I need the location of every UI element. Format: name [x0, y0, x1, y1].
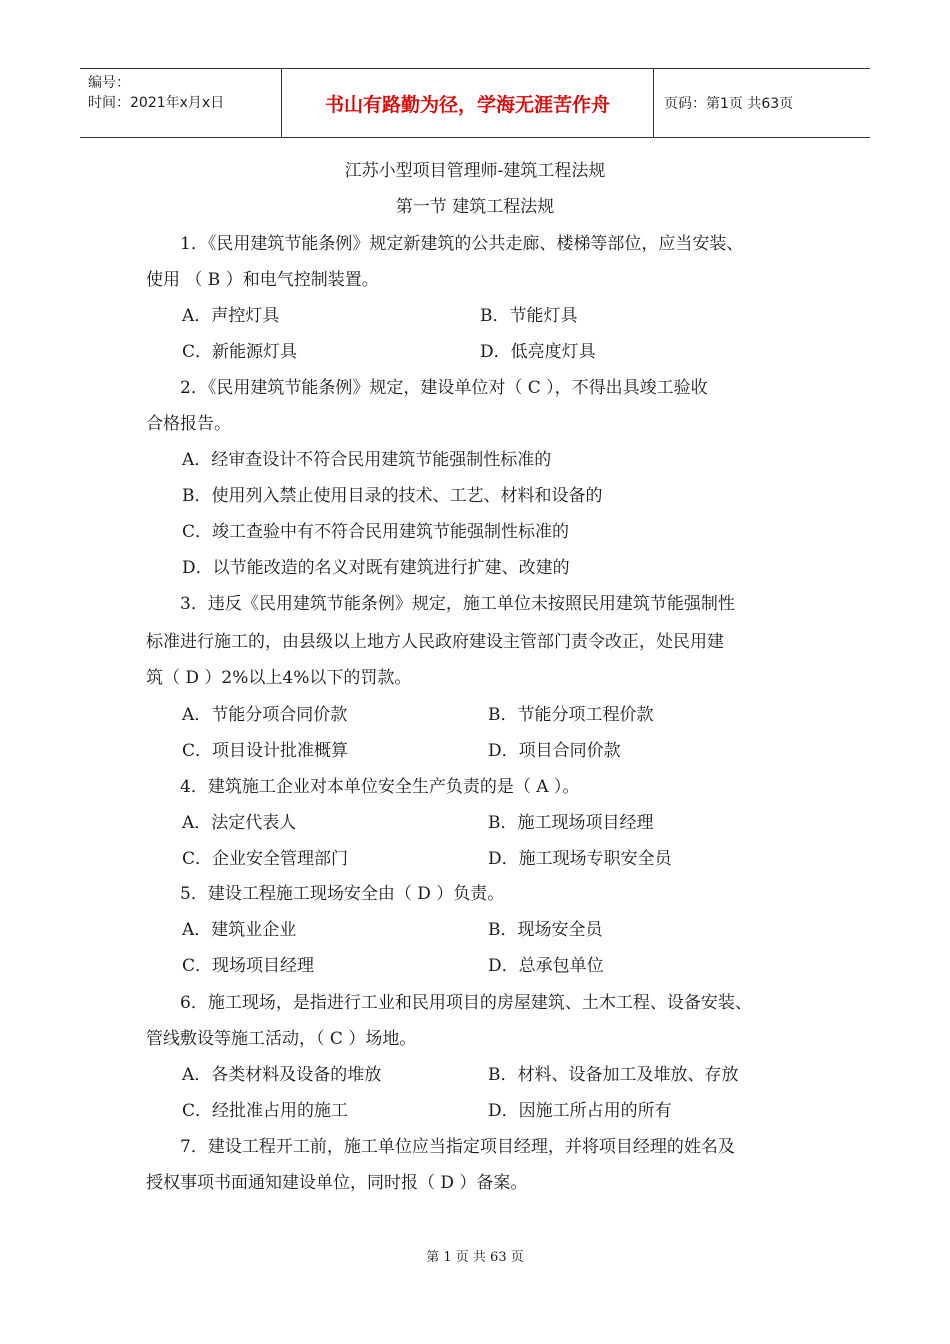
question-7-line-1: 7．建设工程开工前，施工单位应当指定项目经理，并将项目经理的姓名及 [180, 1137, 735, 1157]
question-5-option-b: B．现场安全员 [488, 920, 603, 940]
question-5-option-d: D．总承包单位 [488, 956, 604, 976]
question-4-option-c: C．企业安全管理部门 [182, 849, 349, 869]
question-4-option-a: A．法定代表人 [182, 813, 297, 833]
header-page-info: 页码：第1页 共63页 [664, 96, 794, 112]
question-1-option-c: C．新能源灯具 [182, 342, 298, 362]
page-footer: 第 1 页 共 63 页 [426, 1250, 524, 1265]
question-6-line-2: 管线敷设等施工活动，（ C ）场地。 [146, 1029, 417, 1049]
header-motto: 书山有路勤为径，学海无涯苦作舟 [282, 69, 654, 137]
question-3-option-b: B．节能分项工程价款 [488, 705, 654, 725]
question-4-option-b: B．施工现场项目经理 [488, 813, 654, 833]
question-7-line-2: 授权事项书面通知建设单位，同时报（ D ）备案。 [146, 1173, 528, 1193]
question-1-line-1: 1．《民用建筑节能条例》规定新建筑的公共走廊、楼梯等部位，应当安装、 [180, 234, 744, 254]
serial-label: 编号： [88, 75, 130, 91]
question-5-option-a: A．建筑业企业 [182, 920, 297, 940]
question-3-option-a: A．节能分项合同价款 [182, 705, 348, 725]
question-5-option-c: C．现场项目经理 [182, 956, 315, 976]
question-6-option-a: A．各类材料及设备的堆放 [182, 1065, 382, 1085]
question-3-line-1: 3．违反《民用建筑节能条例》规定，施工单位未按照民用建筑节能强制性 [180, 594, 735, 614]
question-3-option-d: D．项目合同价款 [488, 741, 621, 761]
question-1-line-2: 使用 （ B ）和电气控制装置。 [146, 270, 379, 290]
question-6-option-c: C．经批准占用的施工 [182, 1101, 349, 1121]
question-5-line-1: 5．建设工程施工现场安全由（ D ）负责。 [180, 884, 505, 904]
question-6-option-b: B．材料、设备加工及堆放、存放 [488, 1065, 739, 1085]
question-2-option-d: D．以节能改造的名义对既有建筑进行扩建、改建的 [182, 558, 570, 578]
document-header [80, 68, 870, 138]
question-1-option-b: B．节能灯具 [480, 306, 578, 326]
section-title: 第一节 建筑工程法规 [395, 197, 555, 217]
header-meta [80, 69, 282, 137]
question-6-line-1: 6．施工现场，是指进行工业和民用项目的房屋建筑、土木工程、设备安装、 [180, 993, 752, 1013]
question-6-option-d: D．因施工所占用的所有 [488, 1101, 672, 1121]
document-title: 江苏小型项目管理师-建筑工程法规 [344, 161, 606, 181]
question-3-line-2: 标准进行施工的，由县级以上地方人民政府建设主管部门责令改正，处民用建 [146, 632, 724, 652]
time-label: 时间：2021年x月x日 [88, 95, 225, 111]
question-1-option-d: D．低亮度灯具 [480, 342, 596, 362]
question-2-option-c: C．竣工查验中有不符合民用建筑节能强制性标准的 [182, 522, 570, 542]
question-3-line-3: 筑（ D ）2%以上4%以下的罚款。 [146, 668, 412, 688]
question-1-option-a: A．声控灯具 [182, 306, 280, 326]
question-2-line-1: 2．《民用建筑节能条例》规定，建设单位对（ C ），不得出具竣工验收 [180, 378, 708, 398]
question-2-option-a: A．经审查设计不符合民用建筑节能强制性标准的 [182, 450, 552, 470]
question-4-option-d: D．施工现场专职安全员 [488, 849, 672, 869]
question-3-option-c: C．项目设计批准概算 [182, 741, 349, 761]
question-2-option-b: B．使用列入禁止使用目录的技术、工艺、材料和设备的 [182, 486, 603, 506]
question-2-line-2: 合格报告。 [146, 414, 231, 434]
question-4-line-1: 4．建筑施工企业对本单位安全生产负责的是（ A ）。 [180, 777, 580, 797]
